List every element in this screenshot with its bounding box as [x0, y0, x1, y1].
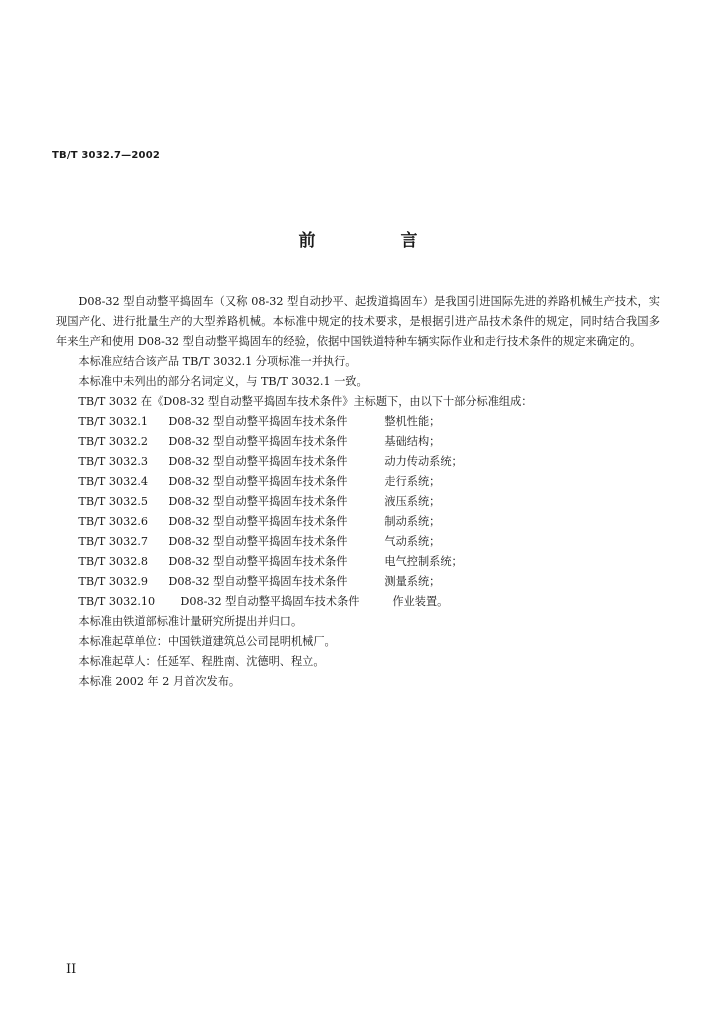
part-name: 动力传动系统；	[384, 455, 463, 468]
part-row	[56, 532, 660, 552]
part-code: TB/T 3032.6	[78, 515, 149, 528]
part-row	[56, 432, 660, 452]
part-row	[56, 552, 660, 572]
text-line: 本标准起草人：任延军、程胜南、沈德明、程立。	[78, 655, 325, 668]
part-code: TB/T 3032.8	[78, 555, 149, 568]
text-line: TB/T 3032 在《D08-32 型自动整平捣固车技术条件》主标题下，由以下十部分标准组成：	[78, 395, 533, 408]
part-row	[56, 452, 660, 472]
part-code: TB/T 3032.10	[78, 595, 156, 608]
text-line: 本标准中未列出的部分名词定义，与 TB/T 3032.1 一致。	[78, 375, 368, 388]
part-name: 气动系统；	[384, 535, 441, 548]
part-row	[56, 592, 660, 612]
standard-code-header: TB/T 3032.7—2002	[52, 150, 161, 161]
part-name: 制动系统；	[384, 515, 441, 528]
part-name: 作业装置。	[392, 595, 449, 608]
part-title: D08-32 型自动整平捣固车技术条件	[168, 575, 348, 588]
part-row	[56, 492, 660, 512]
parts-list	[56, 412, 660, 612]
part-name: 液压系统；	[384, 495, 441, 508]
page-title: 前 言	[298, 231, 452, 251]
part-title: D08-32 型自动整平捣固车技术条件	[168, 435, 348, 448]
part-code: TB/T 3032.4	[78, 475, 149, 488]
part-row	[56, 412, 660, 432]
part-title: D08-32 型自动整平捣固车技术条件	[168, 475, 348, 488]
part-code: TB/T 3032.5	[78, 495, 149, 508]
part-code: TB/T 3032.3	[78, 455, 149, 468]
part-title: D08-32 型自动整平捣固车技术条件	[168, 555, 348, 568]
text-line: 本标准由铁道部标准计量研究所提出并归口。	[78, 615, 303, 628]
intro-paragraph: D08-32 型自动整平捣固车（又称 08-32 型自动抄平、起拨道捣固车）是我国引进国际先进的养路机械生产技术，实现国产化、进行批量生产的大型养路机械。本标准中规定的技术要求，是根据引进产品技术条件的规定，同时结合我国多年来生产和使用 D08-32 型自动整平捣固车的经验，依据中国铁道特种车辆实际作业和走行技术条件的规定来确定的。	[56, 295, 660, 348]
text-line: 本标准应结合该产品 TB/T 3032.1 分项标准一并执行。	[78, 355, 357, 368]
text-line: 本标准 2002 年 2 月首次发布。	[78, 675, 241, 688]
part-row	[56, 512, 660, 532]
part-title: D08-32 型自动整平捣固车技术条件	[180, 595, 360, 608]
part-title: D08-32 型自动整平捣固车技术条件	[168, 495, 348, 508]
part-row	[56, 572, 660, 592]
part-row	[56, 472, 660, 492]
part-title: D08-32 型自动整平捣固车技术条件	[168, 455, 348, 468]
part-code: TB/T 3032.2	[78, 435, 149, 448]
part-name: 测量系统；	[384, 575, 441, 588]
text-line: 本标准起草单位：中国铁道建筑总公司昆明机械厂。	[78, 635, 336, 648]
foreword-body	[56, 292, 660, 692]
part-name: 走行系统；	[384, 475, 441, 488]
page-number: II	[66, 962, 77, 977]
part-title: D08-32 型自动整平捣固车技术条件	[168, 415, 348, 428]
part-name: 整机性能；	[384, 415, 441, 428]
part-code: TB/T 3032.9	[78, 575, 149, 588]
part-code: TB/T 3032.1	[78, 415, 149, 428]
part-title: D08-32 型自动整平捣固车技术条件	[168, 535, 348, 548]
part-title: D08-32 型自动整平捣固车技术条件	[168, 515, 348, 528]
part-code: TB/T 3032.7	[78, 535, 149, 548]
part-name: 电气控制系统；	[384, 555, 463, 568]
part-name: 基础结构；	[384, 435, 441, 448]
